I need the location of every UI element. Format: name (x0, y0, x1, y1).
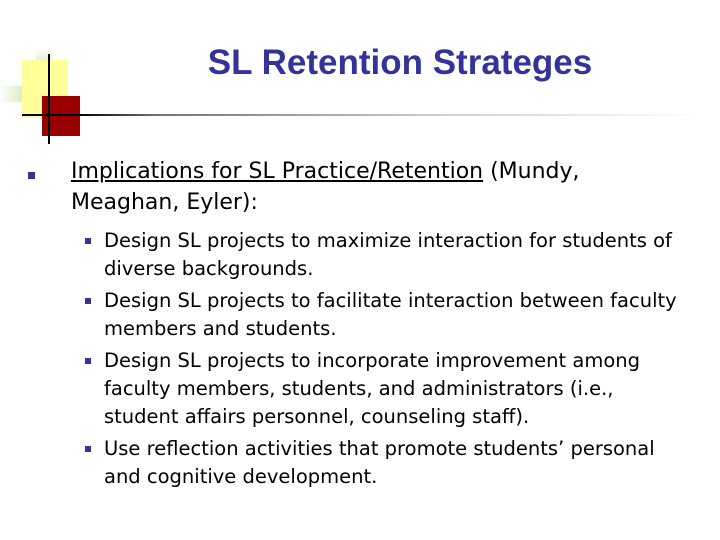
main-bullet-underlined: Implications for SL Practice/Retention (71, 159, 484, 184)
sub-bullet-marker (85, 446, 91, 452)
sub-bullet-text: Design SL projects to incorporate improvement among faculty members, students, and administrators (i.e., student affairs personnel, counseling staff). (104, 349, 640, 428)
main-bullet-text (71, 156, 691, 218)
sub-bullet-item (80, 227, 690, 283)
sub-bullet-marker (85, 298, 91, 304)
sub-bullet-text: Design SL projects to maximize interaction for students of diverse backgrounds. (104, 229, 672, 280)
sub-bullet-text: Design SL projects to facilitate interaction between faculty members and students. (104, 289, 677, 340)
sub-bullet-item (80, 435, 690, 491)
sub-bullet-item (80, 347, 690, 431)
main-bullet-rest: (Mundy, Meaghan, Eyler): (71, 159, 580, 215)
slide-title: SL Retention Strateges (207, 43, 593, 82)
sub-bullet-text: Use reflection activities that promote students’ personal and cognitive development. (104, 437, 655, 488)
sub-bullet-marker (85, 358, 91, 364)
sub-bullet-item (80, 287, 690, 343)
sub-bullet-list (80, 227, 690, 495)
main-bullet-marker (28, 172, 35, 179)
sub-bullet-marker (85, 238, 91, 244)
